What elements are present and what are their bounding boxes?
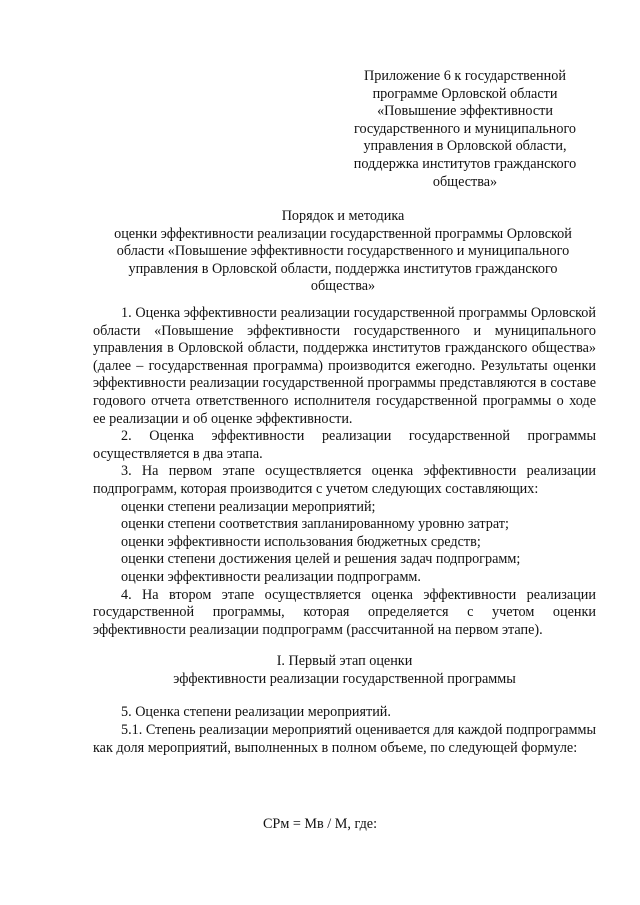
section-heading-line: эффективности реализации государственной программы xyxy=(173,670,516,687)
list-item: оценки эффективности использования бюджетных средств; xyxy=(121,533,481,550)
appendix-line: программе Орловской области xyxy=(372,85,558,102)
list-item: оценки степени достижения целей и решения задач подпрограмм; xyxy=(121,551,521,568)
appendix-line: государственного и муниципального xyxy=(353,120,577,137)
document-body xyxy=(93,305,596,757)
paragraph-4: 4. На втором этапе осуществляется оценка эффективности реализации государственной программы, которая определяется с учетом оценки эффективности реализации подпрограмм (рассчитанной на первом этапе). xyxy=(93,586,596,638)
appendix-line: общества» xyxy=(432,173,498,190)
paragraph-5: 5. Оценка степени реализации мероприятий. xyxy=(121,704,391,721)
list-item: оценки степени реализации мероприятий; xyxy=(121,498,376,515)
appendix-heading xyxy=(330,68,600,191)
formula: СРм = Мв / М, где: xyxy=(262,816,378,832)
title-line: общества» xyxy=(310,278,376,295)
title-line: оценки эффективности реализации государственной программы Орловской xyxy=(114,225,572,242)
document-title xyxy=(88,208,598,296)
paragraph-1: 1. Оценка эффективности реализации государственной программы Орловской области «Повышение эффективности государственного и муниципального управления в Орловской области, поддержка институтов гражданского общества» (далее – государственная программа) производится ежегодно. Результаты оценки эффективности реализации государственной программы представляются в составе годового отчета ответственного исполнителя государственной программы о ходе ее реализации и об оценке эффективности. xyxy=(93,305,596,427)
title-line: Порядок и методика xyxy=(281,208,405,224)
paragraph-3: 3. На первом этапе осуществляется оценка эффективности реализации подпрограмм, которая производится с учетом следующих составляющих: xyxy=(93,463,596,497)
list-item: оценки степени соответствия запланированному уровню затрат; xyxy=(121,516,509,533)
appendix-line: поддержка институтов гражданского xyxy=(353,155,577,172)
appendix-line: управления в Орловской области, xyxy=(363,138,567,155)
list-item: оценки эффективности реализации подпрограмм. xyxy=(121,568,421,585)
paragraph-5-1: 5.1. Степень реализации мероприятий оценивается для каждой подпрограммы как доля мероприятий, выполненных в полном объеме, по следующей формуле: xyxy=(93,722,596,756)
title-line: области «Повышение эффективности государственного и муниципального xyxy=(116,243,570,260)
section-heading-line: I. Первый этап оценки xyxy=(276,653,413,670)
paragraph-2: 2. Оценка эффективности реализации государственной программы осуществляется в два этапа. xyxy=(93,428,596,462)
section-heading xyxy=(93,653,596,688)
title-line: управления в Орловской области, поддержка институтов гражданского xyxy=(128,260,558,277)
appendix-line: «Повышение эффективности xyxy=(377,103,553,120)
appendix-line: Приложение 6 к государственной xyxy=(364,68,566,84)
